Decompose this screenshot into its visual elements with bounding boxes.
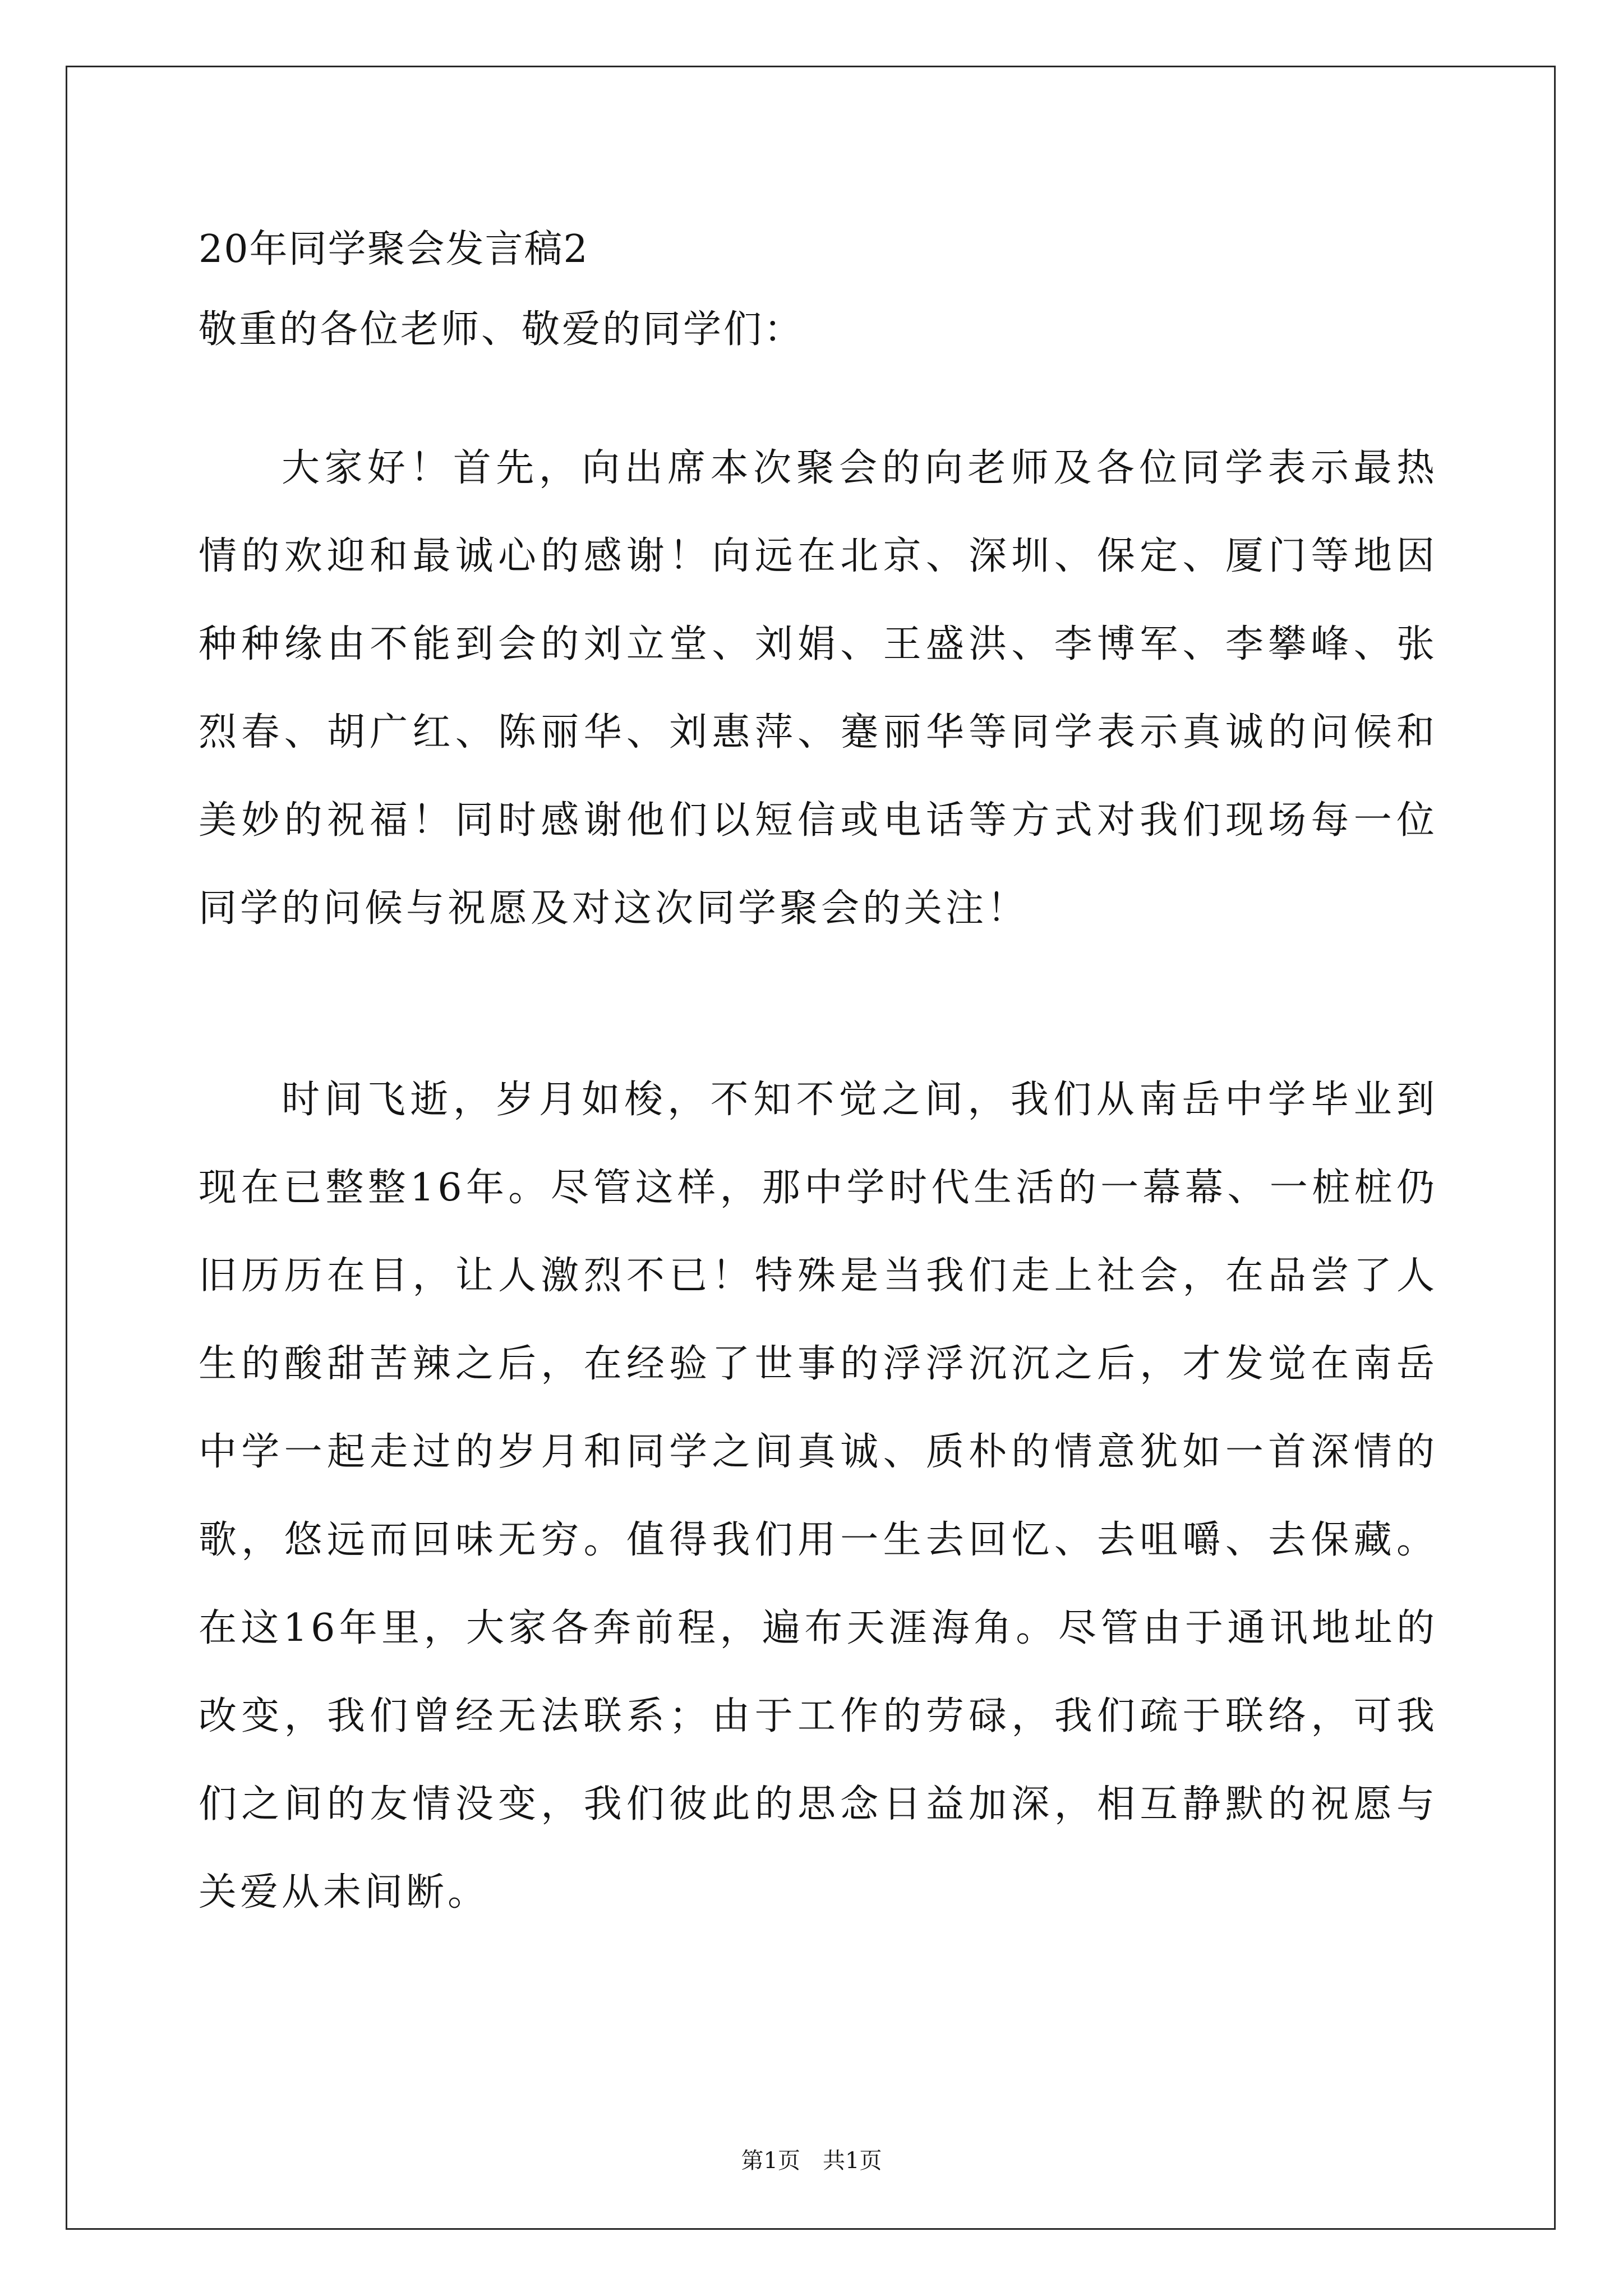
document-title: 20年同学聚会发言稿2 [199,227,589,272]
page-number-footer: 第1页 共1页 [741,2148,882,2174]
greeting-line: 敬重的各位老师、敬爱的同学们： [199,307,805,352]
paragraph-1: 大家好！首先，向出席本次聚会的向老师及各位同学表示最热情的欢迎和最诚心的感谢！向远在北京、深圳、保定、厦门等地因种种缘由不能到会的刘立堂、刘娟、王盛洪、李博军、李攀峰、张烈春、胡广红、陈丽华、刘惠萍、蹇丽华等同学表示真诚的问候和美妙的祝福！同时感谢他们以短信或电话等方式对我们现场每一位同学的问候与祝愿及对这次同学聚会的关注！ [199,446,1438,931]
paragraph-2: 时间飞逝，岁月如梭，不知不觉之间，我们从南岳中学毕业到现在已整整16年。尽管这样，那中学时代生活的一幕幕、一桩桩仍旧历历在目，让人激烈不已！特殊是当我们走上社会，在品尝了人生的酸甜苦辣之后，在经验了世事的浮浮沉沉之后，才发觉在南岳中学一起走过的岁月和同学之间真诚、质朴的情意犹如一首深情的歌，悠远而回味无穷。值得我们用一生去回忆、去咀嚼、去保藏。在这16年里，大家各奔前程，遍布天涯海角。尽管由于通讯地址的改变，我们曾经无法联系；由于工作的劳碌，我们疏于联络，可我们之间的友情没变，我们彼此的思念日益加深，相互静默的祝愿与关爱从未间断。 [199,1078,1438,1915]
